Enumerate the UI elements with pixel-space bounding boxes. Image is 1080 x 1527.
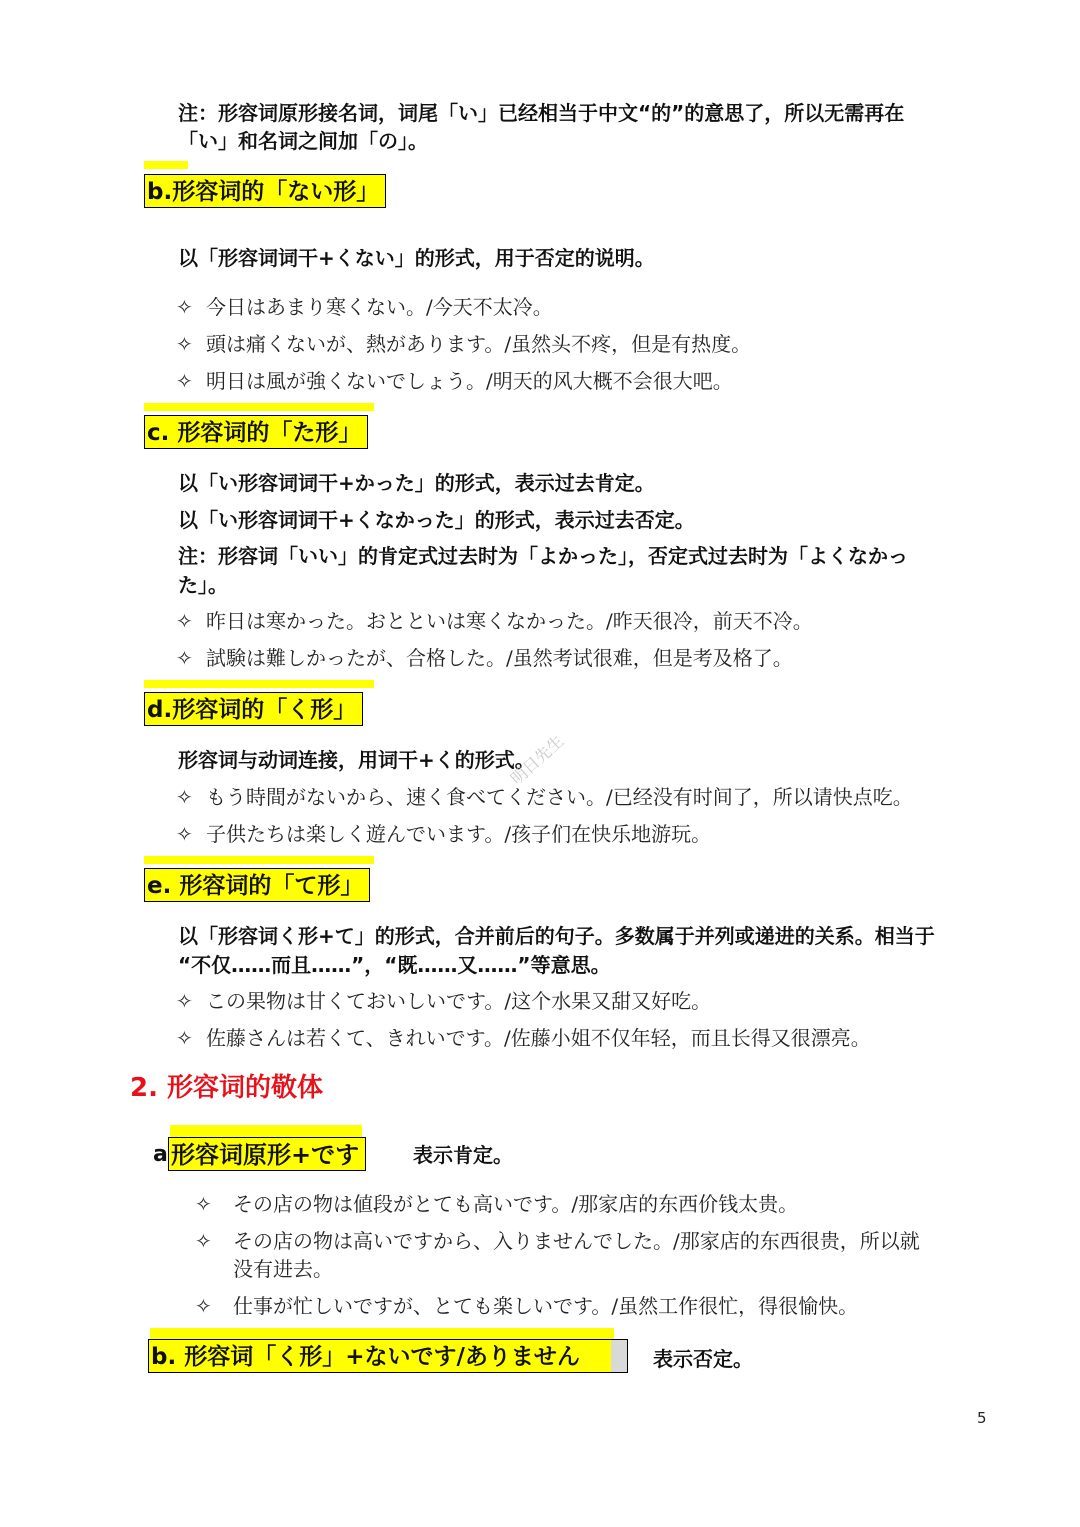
note-line-2: 「い」和名词之间加「の」。 [178, 129, 428, 153]
section-2-title: 2. 形容词的敬体 [130, 1073, 324, 1103]
example-item: ✧ 今日はあまり寒くない。/今天不太冷。 [176, 295, 553, 319]
example-item: ✧ この果物は甘くておいしいです。/这个水果又甜又好吃。 [176, 989, 712, 1013]
section-2b-box: b. 形容词「く形」+ないです/ありません [148, 1339, 628, 1373]
section-2a-prefix: a [153, 1142, 168, 1167]
star-bullet-icon: ✧ [195, 1229, 212, 1253]
example-item: ✧ 昨日は寒かった。おとといは寒くなかった。/昨天很冷，前天不冷。 [176, 609, 813, 633]
example-item: ✧ 仕事が忙しいですが、とても楽しいです。/虽然工作很忙，得很愉快。 [195, 1294, 859, 1318]
section-d-desc: 形容词与动词连接，用词干+く的形式。 [178, 748, 535, 772]
section-b-desc: 以「形容词词干+くない」的形式，用于否定的说明。 [178, 246, 655, 270]
example-item: ✧ その店の物は値段がとても高いです。/那家店的东西价钱太贵。 [195, 1192, 799, 1216]
star-bullet-icon: ✧ [176, 785, 193, 809]
section-2b-meaning: 表示否定。 [653, 1347, 753, 1371]
star-bullet-icon: ✧ [176, 332, 193, 356]
example-item: ✧ その店の物は高いですから、入りませんでした。/那家店的东西很贵，所以就 [195, 1229, 920, 1253]
star-bullet-icon: ✧ [176, 646, 193, 670]
highlight-tab [144, 161, 188, 169]
section-d-heading: d.形容词的「く形」 [144, 692, 363, 726]
section-e-desc-2: “不仅……而且……”，“既……又……”等意思。 [178, 953, 611, 977]
star-bullet-icon: ✧ [176, 989, 193, 1013]
example-item: ✧ 子供たちは楽しく遊んでいます。/孩子们在快乐地游玩。 [176, 822, 712, 846]
section-c-desc-1: 以「い形容词词干+かった」的形式，表示过去肯定。 [178, 471, 655, 495]
example-item: ✧ 頭は痛くないが、熱があります。/虽然头不疼，但是有热度。 [176, 332, 752, 356]
section-c-note-2: た」。 [178, 573, 228, 597]
section-2a-box: 形容词原形+です [168, 1137, 366, 1171]
example-item: ✧ もう時間がないから、速く食べてください。/已经没有时间了，所以请快点吃。 [176, 785, 913, 809]
section-e-heading: e. 形容词的「て形」 [144, 868, 370, 902]
star-bullet-icon: ✧ [176, 369, 193, 393]
example-item: ✧ 試験は難しかったが、合格した。/虽然考试很难，但是考及格了。 [176, 646, 793, 670]
section-2a-meaning: 表示肯定。 [413, 1143, 513, 1167]
star-bullet-icon: ✧ [176, 609, 193, 633]
highlight-tab [144, 403, 374, 411]
example-item: ✧ 明日は風が強くないでしょう。/明天的风大概不会很大吧。 [176, 369, 733, 393]
star-bullet-icon: ✧ [176, 1026, 193, 1050]
example-item-continued: 没有进去。 [233, 1257, 333, 1281]
watermark: 明日先生 [507, 731, 568, 789]
section-b-heading: b.形容词的「ない形」 [144, 174, 386, 208]
star-bullet-icon: ✧ [195, 1294, 212, 1318]
highlight-tab [144, 680, 374, 688]
page-number: 5 [977, 1409, 987, 1427]
star-bullet-icon: ✧ [176, 822, 193, 846]
highlight-tab [170, 1125, 362, 1137]
section-c-heading: c. 形容词的「た形」 [144, 415, 368, 449]
section-c-note-1: 注：形容词「いい」的肯定式过去时为「よかった」，否定式过去时为「よくなかっ [178, 544, 908, 568]
star-bullet-icon: ✧ [176, 295, 193, 319]
section-c-desc-2: 以「い形容词词干+くなかった」的形式，表示过去否定。 [178, 508, 695, 532]
star-bullet-icon: ✧ [195, 1192, 212, 1216]
example-item: ✧ 佐藤さんは若くて、きれいです。/佐藤小姐不仅年轻，而且长得又很漂亮。 [176, 1026, 871, 1050]
highlight-tab [144, 856, 374, 864]
note-line-1: 注：形容词原形接名词，词尾「い」已经相当于中文“的”的意思了，所以无需再在 [178, 101, 905, 125]
section-e-desc-1: 以「形容词く形+て」的形式，合并前后的句子。多数属于并列或递进的关系。相当于 [178, 924, 935, 948]
